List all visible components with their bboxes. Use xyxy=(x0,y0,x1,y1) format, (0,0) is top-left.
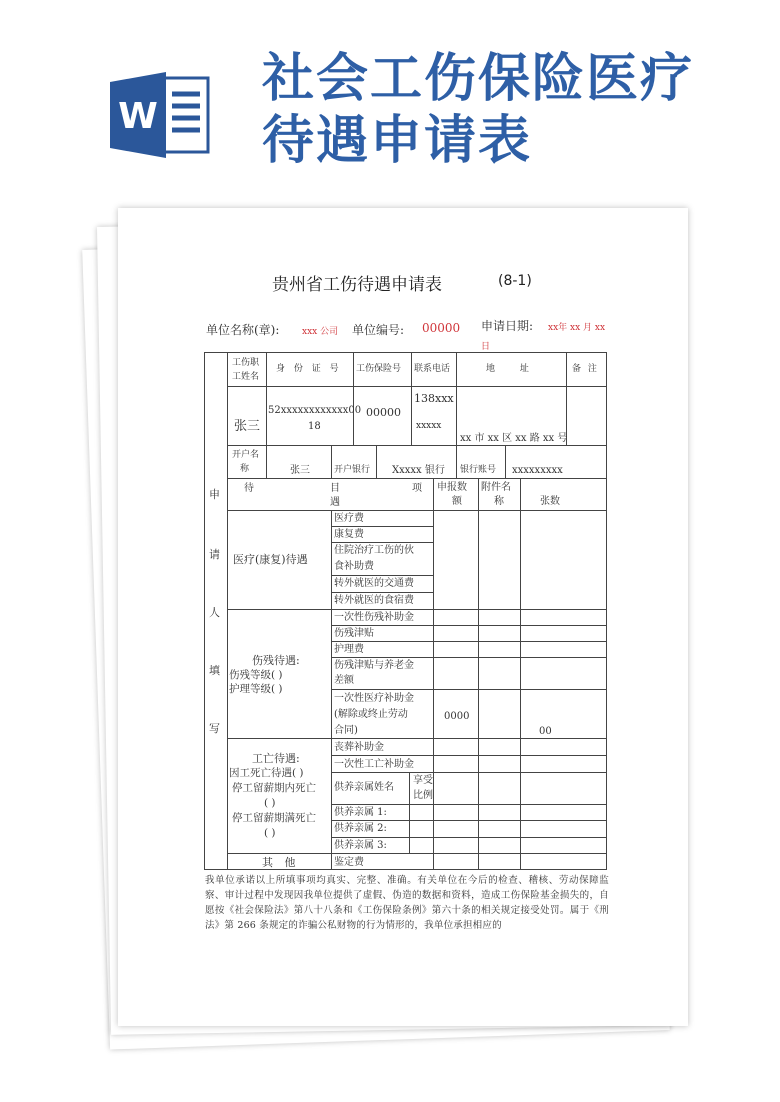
attachment-header-1: 附件名 xyxy=(481,482,511,493)
item-meal-subsidy-2: 食补助费 xyxy=(334,561,374,572)
attachment-header-2: 称 xyxy=(494,496,504,507)
item-medical-subsidy-2: (解除或终止劳动 xyxy=(334,709,408,720)
disability-grade: 伤残等级( ) xyxy=(229,669,283,681)
account-label: 银行账号 xyxy=(460,465,497,475)
col-header-name-1: 工伤职 xyxy=(232,358,260,368)
item-pension-diff-2: 差额 xyxy=(334,675,354,686)
apply-date-value: xx年 xx 月 xx xyxy=(548,323,606,333)
bank-label: 开户银行 xyxy=(334,465,371,475)
side-label-4: 填 xyxy=(209,664,220,677)
col-header-name-2: 工姓名 xyxy=(232,372,260,382)
group-medical: 医疗(康复)待遇 xyxy=(233,553,308,566)
side-label-3: 人 xyxy=(209,606,220,619)
side-label-1: 申 xyxy=(209,488,220,501)
group-death-title: 工亡待遇: xyxy=(252,752,300,765)
item-pension-diff-1: 伤残津贴与养老金 xyxy=(334,660,414,671)
phone-1: 138xxx xyxy=(414,392,454,405)
item-disability-lump-sum: 一次性伤残补助金 xyxy=(334,612,414,623)
item-share-2: 比例 xyxy=(413,790,433,801)
unit-no-value: 00000 xyxy=(422,321,461,335)
group-other: 其 他 xyxy=(262,856,296,869)
col-header-id: 身 份 证 号 xyxy=(276,364,339,374)
item-dependent-name: 供养亲属姓名 xyxy=(334,782,394,793)
phone-2: xxxxx xyxy=(416,421,442,431)
worker-id-1: 52xxxxxxxxxxxx00 xyxy=(268,405,362,416)
pages-header: 张数 xyxy=(540,496,560,507)
death-during-leave: 停工留薪期内死亡 xyxy=(232,782,316,794)
amount-header-2: 额 xyxy=(452,496,462,507)
item-header-1: 待 xyxy=(244,483,254,494)
col-header-phone: 联系电话 xyxy=(414,364,451,374)
item-medical-subsidy-3: 合同) xyxy=(334,725,358,736)
headline-line-1: 社会工伤保险医疗 xyxy=(262,49,695,109)
item-header-4: 目 xyxy=(330,483,340,494)
death-work-related: 因工死亡待遇( ) xyxy=(229,767,304,779)
account-value: xxxxxxxxx xyxy=(512,465,563,476)
item-header-2: 遇 xyxy=(330,497,340,508)
item-disability-allowance: 伤残津贴 xyxy=(334,628,374,639)
headline xyxy=(262,48,762,172)
logo-letter: W xyxy=(118,96,158,137)
item-nursing-fee: 护理费 xyxy=(334,644,364,655)
col-header-remarks: 备 注 xyxy=(572,364,597,374)
word-logo xyxy=(110,72,210,158)
col-header-address: 地 址 xyxy=(486,364,529,374)
apply-date-label: 申请日期: xyxy=(481,319,534,333)
item-transfer-transport: 转外就医的交通费 xyxy=(334,578,414,589)
holder-label-2: 称 xyxy=(240,464,250,474)
worker-name: 张三 xyxy=(234,419,261,434)
item-medical-subsidy-1: 一次性医疗补助金 xyxy=(334,693,414,704)
item-header-3: 项 xyxy=(412,483,422,494)
side-label-5: 写 xyxy=(209,722,220,735)
unit-name-value: xxx 公司 xyxy=(302,327,339,337)
death-after-leave-check: ( ) xyxy=(264,827,276,839)
item-meal-subsidy-1: 住院治疗工伤的伙 xyxy=(334,545,414,556)
col-header-insurance: 工伤保险号 xyxy=(356,364,402,374)
item-dependent-2: 供养亲属 2: xyxy=(334,823,387,834)
medical-subsidy-pages: 00 xyxy=(539,726,552,737)
item-appraisal-fee: 鉴定费 xyxy=(334,857,364,868)
death-during-leave-check: ( ) xyxy=(264,797,276,809)
address: xx 市 xx 区 xx 路 xx 号 xyxy=(460,433,568,444)
side-label-2: 请 xyxy=(209,548,220,561)
insurance-no: 00000 xyxy=(366,406,401,419)
item-funeral-subsidy: 丧葬补助金 xyxy=(334,742,384,753)
item-transfer-lodging: 转外就医的食宿费 xyxy=(334,595,414,606)
holder-label-1: 开户名 xyxy=(232,450,260,460)
form-code: (8-1) xyxy=(498,273,532,289)
nursing-grade: 护理等级( ) xyxy=(229,683,283,695)
declaration-statement: 我单位承诺以上所填事项均真实、完整、准确。有关单位在今后的检查、稽核、劳动保障监察、审计过程中发现因我单位提供了虚假、伪造的数据和资料，造成工伤保险基金损失的，自愿按《社会保险法》第八十八条和《工伤保险条例》第六十条的相关规定接受处罚。属于《刑法》第 266 条规定的诈骗公私财物的行为情形的，我单位承担相应的 xyxy=(205,875,609,931)
death-after-leave: 停工留薪期满死亡 xyxy=(232,812,316,824)
bank-value: Xxxxx 银行 xyxy=(392,465,445,476)
item-death-lump-sum: 一次性工亡补助金 xyxy=(334,759,414,770)
item-dependent-3: 供养亲属 3: xyxy=(334,840,387,851)
amount-header-1: 申报数 xyxy=(437,482,467,493)
worker-id-2: 18 xyxy=(308,421,321,432)
unit-no-label: 单位编号: xyxy=(352,323,405,337)
headline-line-2: 待遇申请表 xyxy=(262,111,533,171)
item-medical-fee: 医疗费 xyxy=(334,513,364,524)
medical-subsidy-amount: 0000 xyxy=(444,711,470,722)
apply-date-value-day: 日 xyxy=(481,342,491,352)
item-rehab-fee: 康复费 xyxy=(334,529,364,540)
unit-name-label: 单位名称(章): xyxy=(206,323,280,337)
group-disability-title: 伤残待遇: xyxy=(252,654,300,667)
item-share-1: 享受 xyxy=(413,775,433,786)
item-dependent-1: 供养亲属 1: xyxy=(334,807,387,818)
holder-value: 张三 xyxy=(290,465,310,476)
form-title: 贵州省工伤待遇申请表 xyxy=(272,275,442,295)
